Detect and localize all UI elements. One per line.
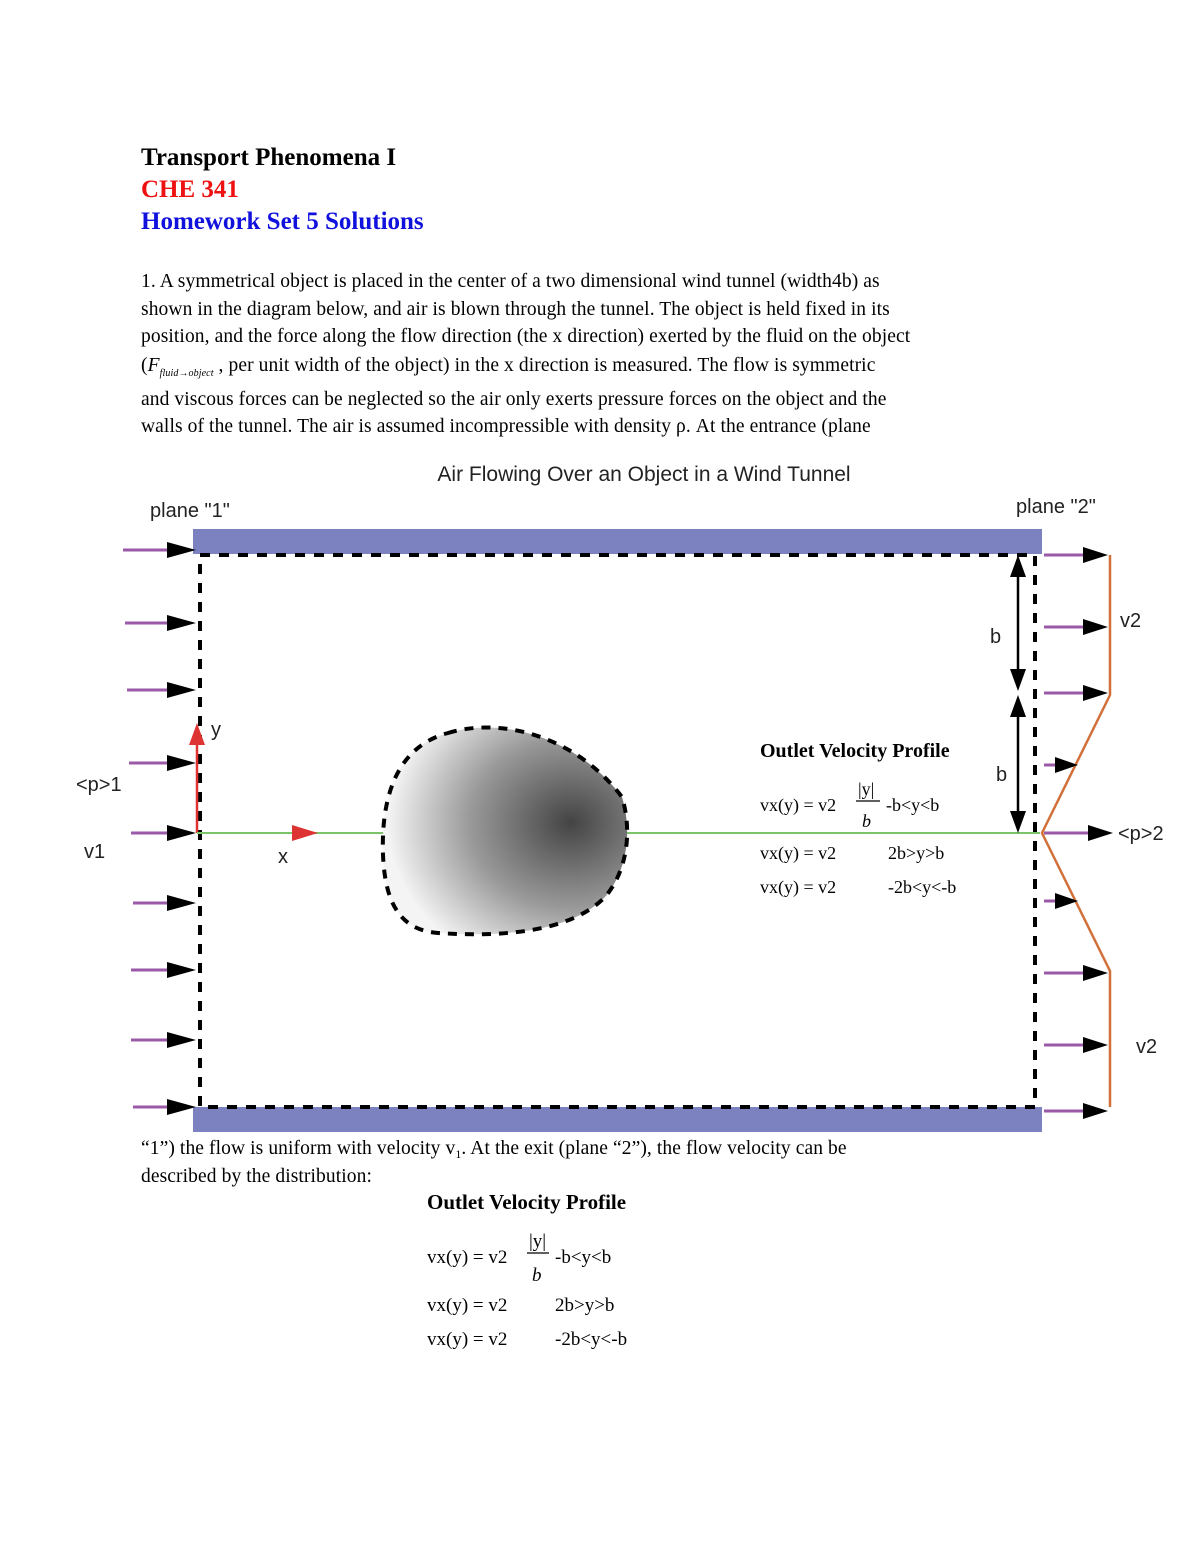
fraction-denominator: b	[532, 1265, 542, 1286]
profile-range: -b<y<b	[886, 795, 940, 815]
y-axis-label: y	[211, 719, 221, 741]
profile-title: Outlet Velocity Profile	[427, 1190, 627, 1214]
plane-1-label: plane "1"	[150, 500, 230, 522]
outlet-pressure-label: <p>2	[1118, 823, 1164, 845]
profile-range: -2b<y<-b	[555, 1329, 628, 1350]
problem-line	[141, 1135, 1101, 1163]
profile-range: 2b>y>b	[555, 1295, 615, 1316]
outlet-arrows	[1044, 547, 1113, 1119]
profile-equation: vx(y) = v2	[760, 843, 837, 863]
profile-range: 2b>y>b	[888, 843, 945, 863]
fraction-numerator: |y|	[529, 1231, 547, 1252]
x-axis-label: x	[278, 846, 288, 868]
paren: (	[141, 354, 148, 376]
dimension-b-label: b	[990, 626, 1002, 648]
inlet-arrows	[123, 542, 196, 1115]
outlet-velocity-label: v2	[1136, 1036, 1158, 1058]
subscript: 1	[455, 1147, 462, 1161]
problem-line-start: “1”) the flow is uniform with velocity v	[141, 1138, 456, 1159]
force-subscript: fluid→object	[159, 367, 214, 379]
problem-line: walls of the tunnel. The air is assumed incompressible with density ρ. At the entrance (plane	[141, 416, 871, 437]
top-wall	[193, 529, 1042, 554]
problem-line-rest: , per unit width of the object) in the x direction is measured. The flow is symmetric	[213, 354, 876, 376]
document-title: Transport Phenomena I	[141, 144, 397, 171]
dimension-b-label: b	[996, 764, 1008, 786]
profile-equation: vx(y) = v2	[427, 1295, 508, 1316]
homework-title: Homework Set 5 Solutions	[141, 208, 424, 235]
dimension-b-upper	[1010, 555, 1026, 691]
profile-equation: vx(y) = v2	[760, 795, 837, 815]
y-axis-arrowhead	[189, 723, 205, 745]
object	[383, 727, 627, 934]
bottom-wall	[193, 1107, 1042, 1132]
force-symbol: F	[147, 354, 160, 376]
profile-equation: vx(y) = v2	[760, 877, 837, 897]
outlet-velocity-label: v2	[1120, 610, 1142, 632]
problem-line: shown in the diagram below, and air is blown through the tunnel. The object is held fixed in its	[141, 298, 890, 320]
problem-statement	[141, 268, 1101, 441]
problem-line	[141, 351, 1101, 386]
profile-range: -b<y<b	[555, 1247, 612, 1268]
problem-line: described by the distribution:	[141, 1165, 373, 1187]
profile-title: Outlet Velocity Profile	[760, 740, 950, 762]
problem-continuation	[141, 1135, 1101, 1190]
problem-line: position, and the force along the flow direction (the x direction) exerted by the fluid on the object	[141, 326, 911, 347]
plane-2-label: plane "2"	[1016, 496, 1096, 518]
inlet-pressure-label: <p>1	[76, 774, 122, 796]
wind-tunnel-diagram	[0, 455, 1200, 1145]
dimension-b-lower	[1010, 695, 1026, 833]
profile-range: -2b<y<-b	[888, 877, 957, 897]
profile-equation: vx(y) = v2	[427, 1247, 508, 1268]
fraction-denominator: b	[862, 811, 871, 831]
profile-equation: vx(y) = v2	[427, 1329, 508, 1350]
inlet-velocity-label: v1	[84, 841, 106, 863]
outlet-velocity-profile-box	[425, 1185, 745, 1365]
problem-line-rest: . At the exit (plane “2”), the flow velocity can be	[461, 1138, 847, 1159]
course-code: CHE 341	[141, 176, 239, 203]
problem-line: and viscous forces can be neglected so the air only exerts pressure forces on the object and the	[141, 388, 887, 410]
diagram-title: Air Flowing Over an Object in a Wind Tunnel	[437, 463, 851, 486]
x-axis-arrowhead	[292, 825, 318, 841]
problem-line: 1. A symmetrical object is placed in the center of a two dimensional wind tunnel (width4b) as	[141, 271, 880, 292]
fraction-numerator: |y|	[858, 779, 875, 799]
